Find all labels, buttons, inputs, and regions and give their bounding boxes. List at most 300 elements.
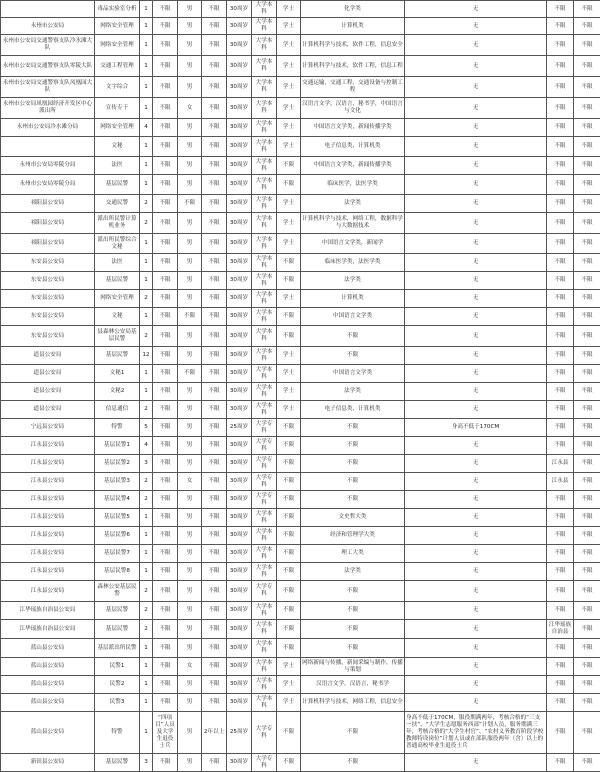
cell-count: 1 [140, 35, 153, 56]
cell-major: 中国语言文学类，新闻传播学类 [301, 119, 405, 137]
cell-position: 网络安全管理 [95, 290, 140, 308]
cell-unit: 蓝山县公安局 [1, 712, 95, 754]
cell-work-years: 不限 [202, 509, 227, 527]
cell-degree: 不限 [277, 527, 301, 545]
cell-degree: 学士 [277, 694, 301, 712]
cell-work-years: 不限 [202, 754, 227, 772]
cell-notes: 不限 [574, 98, 600, 119]
cell-count: 1 [140, 234, 153, 254]
cell-identity: 不限 [153, 509, 178, 527]
cell-work-years: 不限 [202, 602, 227, 620]
cell-age: 30周岁 [227, 545, 252, 563]
cell-identity: 不限 [153, 401, 178, 419]
table-row [1, 119, 600, 137]
table-row [1, 581, 600, 602]
cell-gender: 男 [178, 272, 202, 290]
cell-notes: 不限 [574, 18, 600, 35]
cell-residence: 不限 [547, 545, 574, 563]
cell-identity: 不限 [153, 234, 178, 254]
cell-major: 网络新闻与传播，新闻采编与制作，传播与策划 [301, 658, 405, 676]
cell-work-years: 不限 [202, 326, 227, 347]
cell-residence: 不限 [547, 326, 574, 347]
cell-degree: 学士 [277, 137, 301, 157]
cell-major: 文史哲大类 [301, 509, 405, 527]
cell-notes: 不限 [574, 56, 600, 77]
cell-gender: 男 [178, 455, 202, 473]
cell-age: 30周岁 [227, 56, 252, 77]
cell-residence: 不限 [547, 509, 574, 527]
cell-education: 大学专科 [252, 754, 277, 772]
cell-degree: 不限 [277, 473, 301, 491]
cell-position: 法医 [95, 254, 140, 272]
cell-count: 2 [140, 326, 153, 347]
cell-degree: 学士 [277, 213, 301, 234]
cell-notes: 不限 [574, 175, 600, 195]
cell-gender: 男 [178, 754, 202, 772]
table-row [1, 658, 600, 676]
cell-education: 大学本科 [252, 620, 277, 639]
cell-major: 计算机科学与技术，网络工程，信息安全 [301, 694, 405, 712]
cell-notes: 不限 [574, 401, 600, 419]
cell-unit: 永州市公安局 [1, 18, 95, 35]
table-row [1, 401, 600, 419]
cell-residence: 不限 [547, 290, 574, 308]
cell-other-conditions: 无 [405, 639, 547, 658]
cell-unit: 东安县公安局 [1, 290, 95, 308]
cell-major: 不限 [301, 455, 405, 473]
cell-position: 基层民警5 [95, 509, 140, 527]
table-row [1, 676, 600, 694]
cell-work-years: 不限 [202, 473, 227, 491]
cell-work-years: 不限 [202, 290, 227, 308]
table-row [1, 290, 600, 308]
cell-major: 不限 [301, 639, 405, 658]
cell-residence: 不限 [547, 1, 574, 18]
cell-unit: 道县公安局 [1, 347, 95, 365]
cell-gender: 男 [178, 18, 202, 35]
cell-gender: 男 [178, 56, 202, 77]
cell-other-conditions: 无 [405, 347, 547, 365]
cell-residence: 不限 [547, 18, 574, 35]
cell-position: 基层民警 [95, 175, 140, 195]
cell-identity: 不限 [153, 35, 178, 56]
cell-gender: 男 [178, 234, 202, 254]
cell-position: 派出所民警综合文秘 [95, 234, 140, 254]
cell-identity: “四项目”人员及大学生退役士兵 [153, 712, 178, 754]
cell-degree: 不限 [277, 509, 301, 527]
cell-position: 基层民警7 [95, 545, 140, 563]
cell-count: 1 [140, 639, 153, 658]
cell-notes: 不限 [574, 1, 600, 18]
cell-education: 大学本科 [252, 157, 277, 175]
cell-age: 30周岁 [227, 658, 252, 676]
cell-notes: 不限 [574, 383, 600, 401]
cell-degree: 不限 [277, 620, 301, 639]
cell-degree: 不限 [277, 308, 301, 326]
cell-identity: 不限 [153, 581, 178, 602]
cell-gender: 男 [178, 254, 202, 272]
cell-work-years: 不限 [202, 676, 227, 694]
cell-count: 2 [140, 290, 153, 308]
cell-position: 基层民警 [95, 602, 140, 620]
cell-unit: 江永县公安局 [1, 581, 95, 602]
cell-identity: 不限 [153, 658, 178, 676]
cell-other-conditions: 无 [405, 455, 547, 473]
cell-count: 1 [140, 175, 153, 195]
cell-position: 文秘1 [95, 365, 140, 383]
cell-education: 大学本科 [252, 365, 277, 383]
cell-work-years: 不限 [202, 157, 227, 175]
cell-age: 30周岁 [227, 326, 252, 347]
cell-count: 1 [140, 676, 153, 694]
cell-residence: 江永县 [547, 473, 574, 491]
cell-age: 30周岁 [227, 234, 252, 254]
cell-education: 大学本科 [252, 18, 277, 35]
cell-identity: 不限 [153, 77, 178, 98]
cell-position: 文字综合 [95, 77, 140, 98]
cell-notes: 不限 [574, 77, 600, 98]
cell-position: 网络安全管理 [95, 18, 140, 35]
cell-degree: 学士 [277, 1, 301, 18]
table-row [1, 308, 600, 326]
cell-work-years: 不限 [202, 658, 227, 676]
cell-other-conditions: 无 [405, 137, 547, 157]
cell-work-years: 不限 [202, 419, 227, 437]
cell-degree: 学士 [277, 401, 301, 419]
cell-position: 基层民警 [95, 620, 140, 639]
cell-notes: 不限 [574, 437, 600, 455]
cell-major: 交通运输，交通工程，交通设备与控制工程 [301, 77, 405, 98]
cell-major: 经济和管理学大类 [301, 527, 405, 545]
cell-other-conditions: 无 [405, 754, 547, 772]
cell-gender: 男 [178, 563, 202, 581]
cell-degree: 学士 [277, 365, 301, 383]
cell-unit: 蓝山县公安局 [1, 658, 95, 676]
cell-position: 网络安全管理 [95, 119, 140, 137]
cell-age: 30周岁 [227, 694, 252, 712]
cell-identity: 不限 [153, 137, 178, 157]
cell-unit: 江华瑶族自治县公安局 [1, 620, 95, 639]
cell-unit [1, 1, 95, 18]
cell-gender: 男 [178, 290, 202, 308]
cell-gender: 男 [178, 712, 202, 754]
cell-notes: 不限 [574, 272, 600, 290]
cell-count: 2 [140, 195, 153, 213]
cell-other-conditions: 无 [405, 581, 547, 602]
cell-major: 汉语言文学，汉语言，秘书学，中国语言与文化 [301, 98, 405, 119]
cell-position: 网络安全管理 [95, 35, 140, 56]
cell-education: 大学本科 [252, 137, 277, 157]
cell-residence: 不限 [547, 195, 574, 213]
cell-other-conditions: 无 [405, 1, 547, 18]
cell-other-conditions: 无 [405, 119, 547, 137]
cell-unit: 江永县公安局 [1, 473, 95, 491]
cell-work-years: 不限 [202, 455, 227, 473]
cell-degree: 不限 [277, 545, 301, 563]
table-row [1, 563, 600, 581]
cell-education: 大学专科 [252, 473, 277, 491]
cell-count: 1 [140, 98, 153, 119]
cell-education: 大学本科 [252, 234, 277, 254]
cell-unit: 永州市公安局零陵分局 [1, 157, 95, 175]
cell-count: 1 [140, 365, 153, 383]
cell-age: 30周岁 [227, 676, 252, 694]
table-row [1, 157, 600, 175]
cell-notes: 不限 [574, 326, 600, 347]
cell-position: 派出所民警计算机业务 [95, 213, 140, 234]
cell-residence: 不限 [547, 98, 574, 119]
cell-degree: 学士 [277, 56, 301, 77]
cell-major: 不限 [301, 754, 405, 772]
cell-position: 基层民警4 [95, 491, 140, 509]
cell-gender: 男 [178, 383, 202, 401]
cell-notes: 不限 [574, 473, 600, 491]
cell-education: 大学本科 [252, 602, 277, 620]
cell-age: 30周岁 [227, 509, 252, 527]
cell-work-years: 不限 [202, 254, 227, 272]
cell-gender: 女 [178, 658, 202, 676]
table-row [1, 365, 600, 383]
cell-education: 大学本科 [252, 545, 277, 563]
cell-unit: 新田县公安局 [1, 754, 95, 772]
cell-residence: 不限 [547, 401, 574, 419]
cell-identity: 不限 [153, 639, 178, 658]
cell-notes: 不限 [574, 308, 600, 326]
cell-position: 基层民警3 [95, 473, 140, 491]
cell-gender: 男 [178, 581, 202, 602]
cell-major: 不限 [301, 491, 405, 509]
cell-age: 30周岁 [227, 473, 252, 491]
table-row [1, 254, 600, 272]
cell-identity: 不限 [153, 620, 178, 639]
cell-age: 30周岁 [227, 272, 252, 290]
table-row [1, 620, 600, 639]
cell-count: 1 [140, 563, 153, 581]
cell-other-conditions: 无 [405, 56, 547, 77]
cell-major: 理工大类 [301, 545, 405, 563]
cell-count: 1 [140, 272, 153, 290]
cell-gender: 男 [178, 527, 202, 545]
cell-degree: 学士 [277, 35, 301, 56]
cell-other-conditions: 无 [405, 620, 547, 639]
cell-gender: 男 [178, 77, 202, 98]
cell-age: 30周岁 [227, 213, 252, 234]
cell-work-years: 不限 [202, 1, 227, 18]
cell-notes: 不限 [574, 694, 600, 712]
cell-residence: 不限 [547, 77, 574, 98]
cell-age: 30周岁 [227, 620, 252, 639]
cell-education: 大学本科 [252, 254, 277, 272]
cell-age: 30周岁 [227, 347, 252, 365]
cell-degree: 学士 [277, 676, 301, 694]
cell-identity: 不限 [153, 563, 178, 581]
table-row [1, 754, 600, 772]
cell-gender: 女 [178, 473, 202, 491]
cell-position: 基层民警2 [95, 455, 140, 473]
table-row [1, 195, 600, 213]
cell-notes: 不限 [574, 195, 600, 213]
cell-work-years: 不限 [202, 213, 227, 234]
table-row [1, 712, 600, 754]
cell-position: 文秘 [95, 308, 140, 326]
cell-position: 民警3 [95, 694, 140, 712]
cell-other-conditions: 无 [405, 326, 547, 347]
cell-unit: 永州市公安局交通警察支队凤凰园大队 [1, 77, 95, 98]
cell-other-conditions: 无 [405, 527, 547, 545]
cell-gender: 男 [178, 602, 202, 620]
cell-major: 中国语言文学类，新闻学 [301, 234, 405, 254]
cell-degree: 不限 [277, 639, 301, 658]
cell-notes: 不限 [574, 347, 600, 365]
cell-identity: 不限 [153, 527, 178, 545]
cell-notes: 不限 [574, 581, 600, 602]
table-row [1, 383, 600, 401]
table-row [1, 509, 600, 527]
cell-count: 1 [140, 308, 153, 326]
table-row [1, 326, 600, 347]
cell-position: 森林公安基层民警 [95, 581, 140, 602]
cell-count: 1 [140, 383, 153, 401]
table-row [1, 527, 600, 545]
cell-count: 5 [140, 419, 153, 437]
cell-notes: 不限 [574, 658, 600, 676]
cell-education: 大学本科 [252, 509, 277, 527]
cell-education: 大学本科 [252, 563, 277, 581]
cell-degree: 学士 [277, 77, 301, 98]
cell-major: 中国语言文学类 [301, 308, 405, 326]
cell-age: 30周岁 [227, 18, 252, 35]
cell-age: 30周岁 [227, 308, 252, 326]
cell-degree: 不限 [277, 712, 301, 754]
cell-age: 30周岁 [227, 602, 252, 620]
cell-work-years: 不限 [202, 35, 227, 56]
table-row [1, 234, 600, 254]
cell-count: 1 [140, 694, 153, 712]
table-row [1, 77, 600, 98]
cell-identity: 不限 [153, 254, 178, 272]
cell-gender: 男 [178, 694, 202, 712]
cell-degree: 学士 [277, 18, 301, 35]
cell-residence: 不限 [547, 56, 574, 77]
cell-degree: 学士 [277, 658, 301, 676]
table-row [1, 437, 600, 455]
cell-degree: 不限 [277, 175, 301, 195]
cell-other-conditions: 无 [405, 365, 547, 383]
cell-education: 大学专科 [252, 419, 277, 437]
cell-unit: 永州市公安局交通警察支队冷水滩大队 [1, 35, 95, 56]
cell-other-conditions: 无 [405, 308, 547, 326]
cell-notes: 不限 [574, 509, 600, 527]
table-row [1, 473, 600, 491]
cell-identity: 不限 [153, 473, 178, 491]
cell-count: 1 [140, 658, 153, 676]
cell-other-conditions: 无 [405, 401, 547, 419]
cell-count: 1 [140, 509, 153, 527]
cell-identity: 不限 [153, 419, 178, 437]
cell-major: 不限 [301, 473, 405, 491]
cell-major: 不限 [301, 326, 405, 347]
cell-position: 法医 [95, 157, 140, 175]
cell-identity: 不限 [153, 754, 178, 772]
cell-gender: 男 [178, 326, 202, 347]
cell-count: 1 [140, 56, 153, 77]
cell-other-conditions: 无 [405, 35, 547, 56]
cell-gender: 不限 [178, 365, 202, 383]
cell-other-conditions: 无 [405, 563, 547, 581]
cell-residence: 不限 [547, 563, 574, 581]
cell-position: 基层民警8 [95, 563, 140, 581]
cell-count: 3 [140, 754, 153, 772]
cell-residence: 不限 [547, 491, 574, 509]
cell-identity: 不限 [153, 18, 178, 35]
cell-age: 30周岁 [227, 98, 252, 119]
cell-residence: 不限 [547, 365, 574, 383]
cell-gender: 男 [178, 401, 202, 419]
cell-other-conditions: 无 [405, 98, 547, 119]
cell-notes: 不限 [574, 676, 600, 694]
cell-major: 不限 [301, 419, 405, 437]
cell-work-years: 不限 [202, 272, 227, 290]
cell-residence: 不限 [547, 35, 574, 56]
cell-work-years: 不限 [202, 383, 227, 401]
cell-other-conditions: 无 [405, 491, 547, 509]
cell-count: 1 [140, 18, 153, 35]
cell-age: 30周岁 [227, 175, 252, 195]
cell-gender: 男 [178, 509, 202, 527]
cell-notes: 不限 [574, 712, 600, 754]
cell-identity: 不限 [153, 347, 178, 365]
cell-position: 文秘2 [95, 383, 140, 401]
cell-work-years: 不限 [202, 620, 227, 639]
cell-gender: 男 [178, 347, 202, 365]
cell-residence: 不限 [547, 712, 574, 754]
cell-age: 30周岁 [227, 437, 252, 455]
cell-degree: 学士 [277, 383, 301, 401]
cell-unit: 蓝山县公安局 [1, 639, 95, 658]
cell-identity: 不限 [153, 491, 178, 509]
cell-unit: 东安县公安局 [1, 308, 95, 326]
cell-work-years: 不限 [202, 527, 227, 545]
cell-unit: 江永县公安局 [1, 437, 95, 455]
cell-work-years: 不限 [202, 98, 227, 119]
cell-major: 临床医学类，法医学类 [301, 254, 405, 272]
cell-identity: 不限 [153, 676, 178, 694]
cell-residence: 江永县 [547, 455, 574, 473]
cell-count: 1 [140, 254, 153, 272]
cell-other-conditions: 无 [405, 437, 547, 455]
cell-education: 大学本科 [252, 694, 277, 712]
cell-age: 30周岁 [227, 254, 252, 272]
cell-education: 大学本科 [252, 98, 277, 119]
cell-education: 大学本科 [252, 77, 277, 98]
cell-other-conditions: 身高不低于170CM [405, 419, 547, 437]
table-row [1, 137, 600, 157]
cell-education: 大学专科 [252, 455, 277, 473]
cell-other-conditions: 无 [405, 509, 547, 527]
cell-count: 1 [140, 137, 153, 157]
cell-count: 12 [140, 347, 153, 365]
cell-major: 不限 [301, 347, 405, 365]
cell-other-conditions: 无 [405, 602, 547, 620]
cell-unit: 道县公安局 [1, 383, 95, 401]
cell-age: 30周岁 [227, 119, 252, 137]
cell-residence: 不限 [547, 272, 574, 290]
cell-notes: 不限 [574, 35, 600, 56]
cell-degree: 不限 [277, 437, 301, 455]
cell-education: 大学本科 [252, 290, 277, 308]
cell-position: 民警1 [95, 658, 140, 676]
cell-count: 1 [140, 527, 153, 545]
